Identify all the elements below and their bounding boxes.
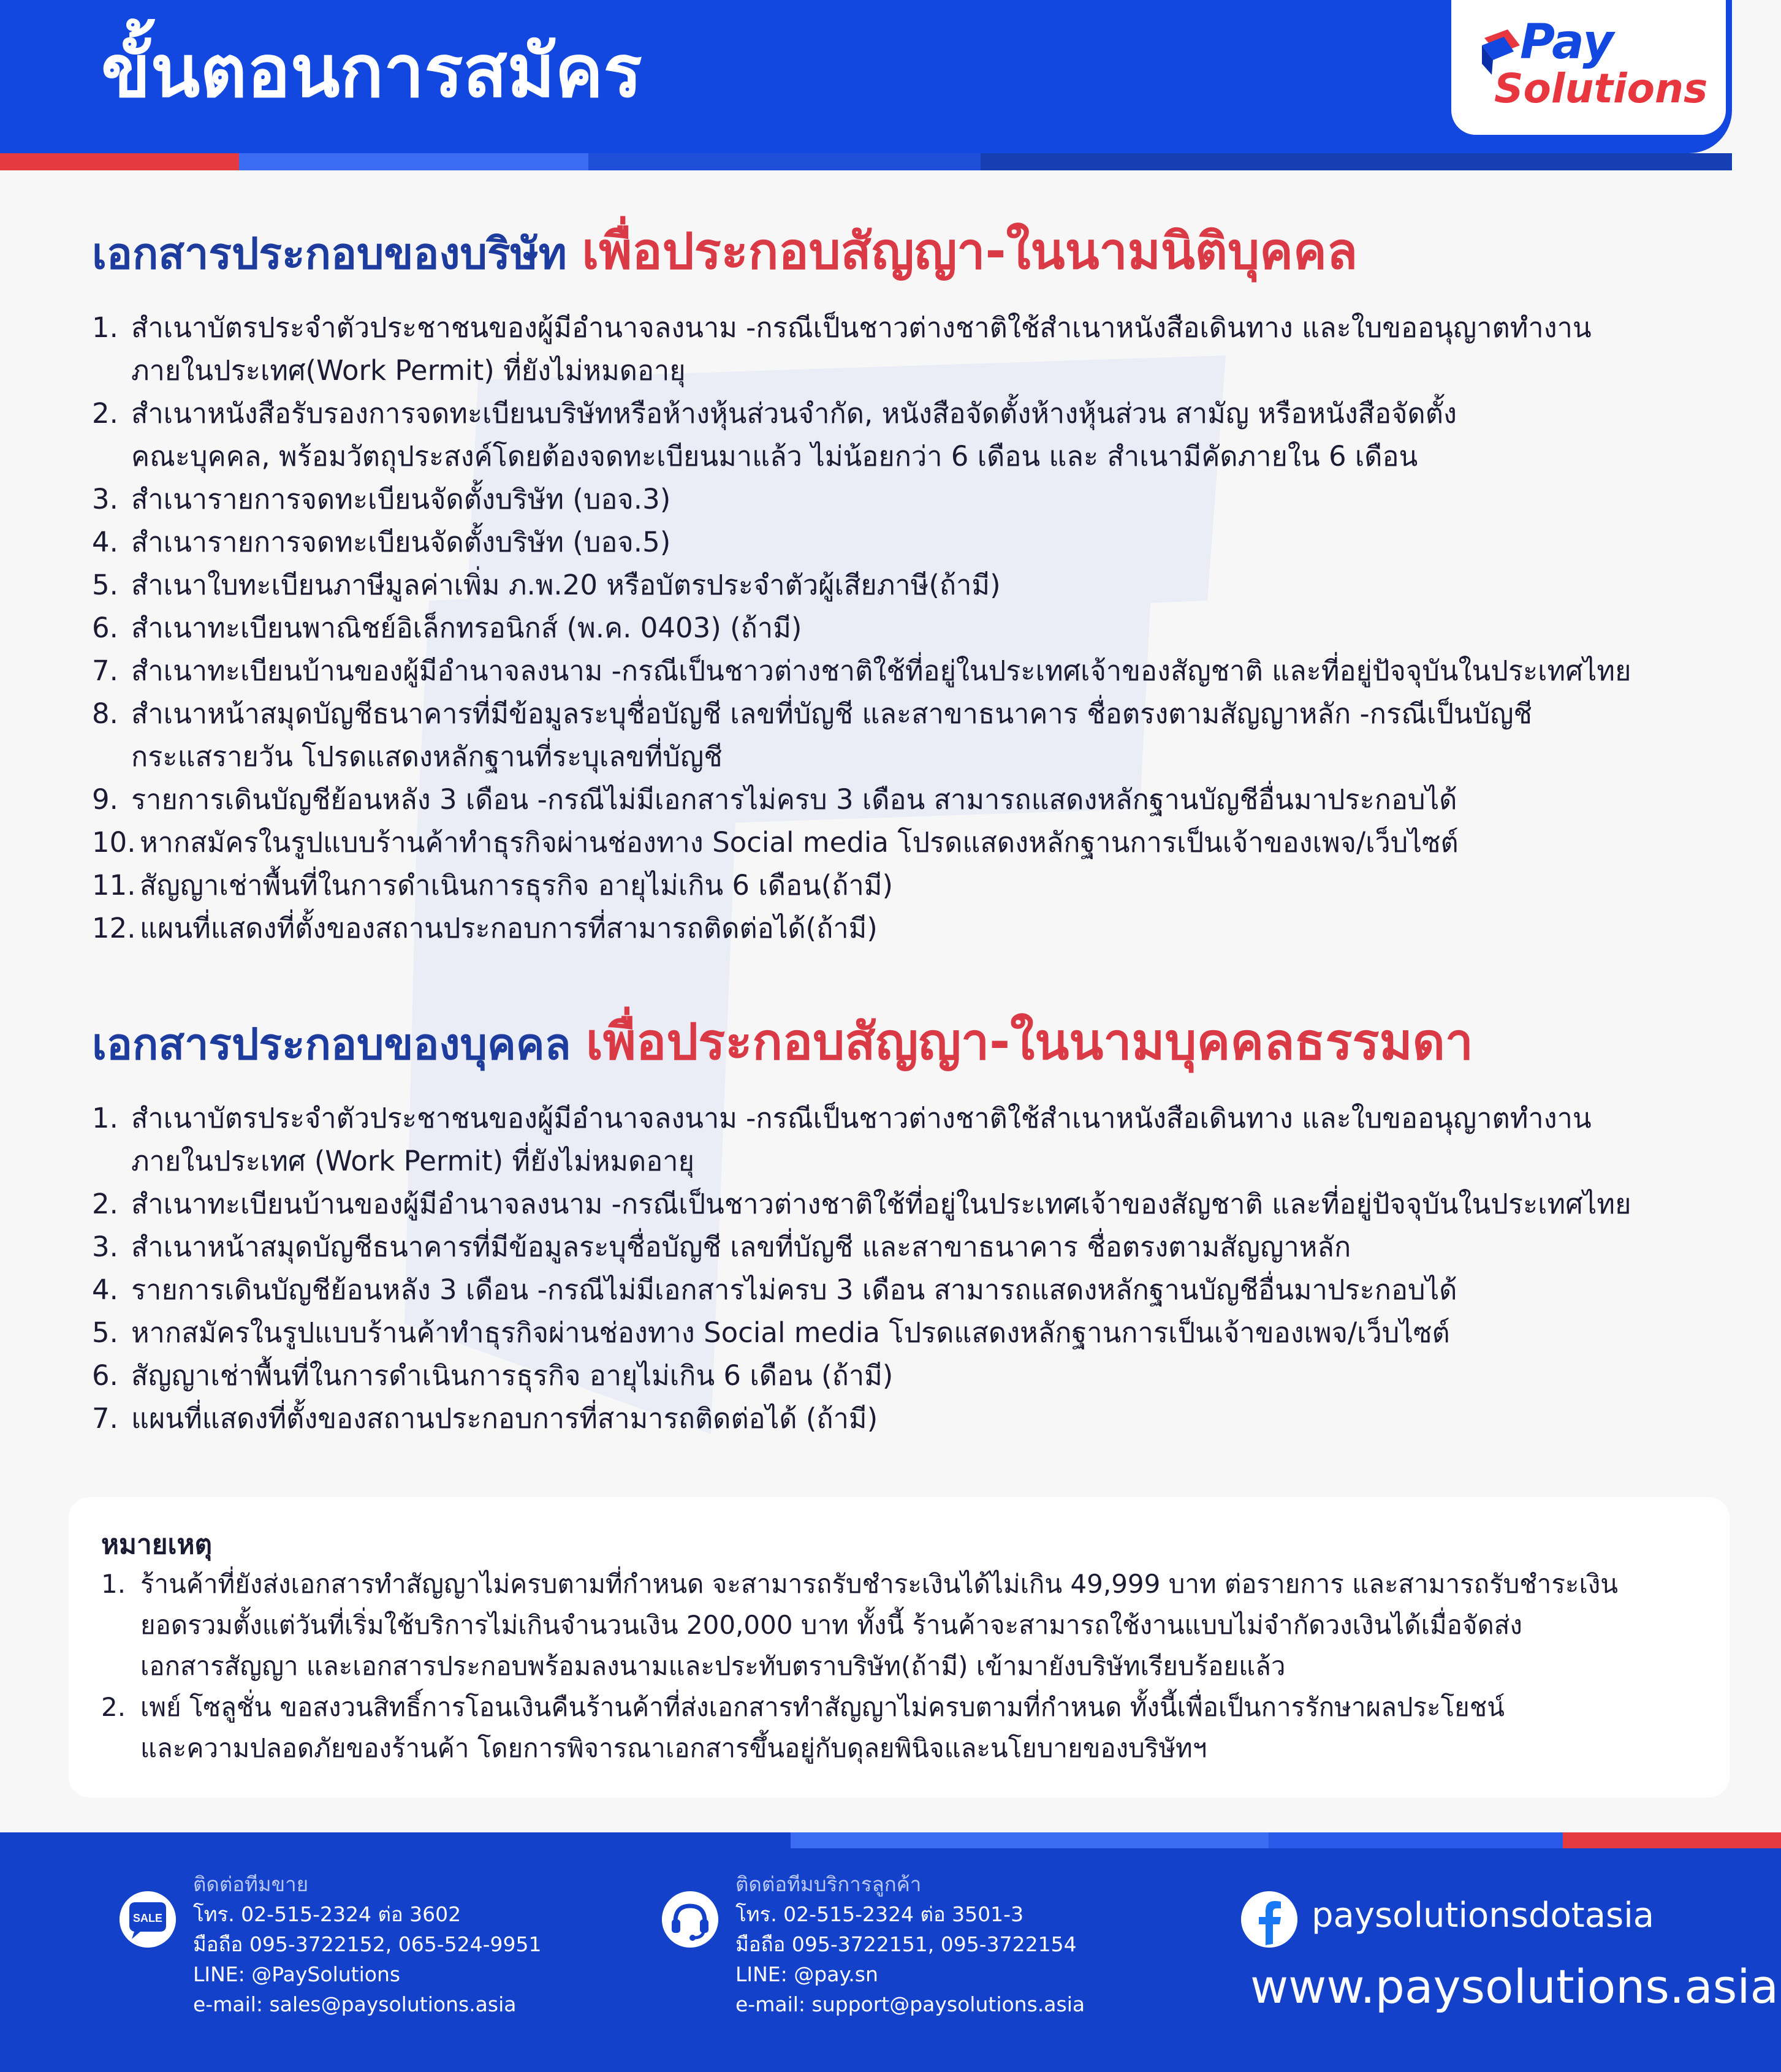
sales-phone[interactable]: โทร. 02-515-2324 ต่อ 3602 bbox=[193, 1902, 461, 1926]
page-title: ขั้นตอนการสมัคร bbox=[101, 29, 642, 113]
individual-title-accent: เพื่อประกอบสัญญา-ในนามบุคคลธรรมดา bbox=[585, 1013, 1473, 1071]
support-line[interactable]: LINE: @pay.sn bbox=[735, 1962, 878, 1986]
facebook-icon[interactable] bbox=[1241, 1891, 1297, 1948]
footer-stripe-light-blue bbox=[791, 1832, 1269, 1848]
header-stripe-dark-blue bbox=[981, 153, 1732, 170]
sales-line[interactable]: LINE: @PaySolutions bbox=[193, 1962, 401, 1986]
list-item: 5. สำเนาใบทะเบียนภาษีมูลค่าเพิ่ม ภ.พ.20 หรือบัตรประจำตัวผู้เสียภาษี(ถ้ามี) bbox=[92, 569, 1001, 601]
list-item: 8. สำเนาหน้าสมุดบัญชีธนาคารที่มีข้อมูลระบุชื่อบัญชี เลขที่บัญชี และสาขาธนาคาร ชื่อตรงตามสัญญาหลัก -กรณีเป็นบัญชี กระแสรายวัน โปรดแสดงหลักฐานที่ระบุเลขที่บัญชี bbox=[92, 697, 1533, 773]
sales-contact-title: ติดต่อทีมขาย bbox=[193, 1872, 309, 1896]
svg-text:SALE: SALE bbox=[132, 1912, 163, 1924]
list-item: 1. สำเนาบัตรประจำตัวประชาชนของผู้มีอำนาจลงนาม -กรณีเป็นชาวต่างชาติใช้สำเนาหนังสือเดินทาง และใบขออนุญาตทำงาน ภายในประเทศ(Work Permit) ที่ยังไม่หมดอายุ bbox=[92, 311, 1592, 387]
individual-title-lead: เอกสารประกอบของบุคคล bbox=[92, 1019, 571, 1069]
sales-mobile[interactable]: มือถือ 095-3722152, 065-524-9951 bbox=[193, 1932, 542, 1956]
list-item: 10. หากสมัครในรูปแบบร้านค้าทำธุรกิจผ่านช่องทาง Social media โปรดแสดงหลักฐานการเป็นเจ้าของเพจ/เว็บไซต์ bbox=[92, 826, 1459, 859]
list-item: 12. แผนที่แสดงที่ตั้งของสถานประกอบการที่สามารถติดต่อได้(ถ้ามี) bbox=[92, 912, 878, 944]
logo-text-pay: Pay bbox=[1520, 15, 1614, 70]
header-stripe-blue bbox=[588, 153, 981, 170]
list-item: 7. แผนที่แสดงที่ตั้งของสถานประกอบการที่สามารถติดต่อได้ (ถ้ามี) bbox=[92, 1402, 878, 1435]
facebook-page-link[interactable]: paysolutionsdotasia bbox=[1312, 1896, 1655, 1935]
note-heading: หมายเหตุ bbox=[101, 1529, 213, 1560]
support-email[interactable]: e-mail: support@paysolutions.asia bbox=[735, 1992, 1085, 2016]
list-item: 11. สัญญาเช่าพื้นที่ในการดำเนินการธุรกิจ อายุไม่เกิน 6 เดือน(ถ้ามี) bbox=[92, 869, 894, 901]
support-mobile[interactable]: มือถือ 095-3722151, 095-3722154 bbox=[735, 1932, 1077, 1956]
sales-contact bbox=[193, 1869, 541, 2019]
list-item: 6. สำเนาทะเบียนพาณิชย์อิเล็กทรอนิกส์ (พ.ค. 0403) (ถ้ามี) bbox=[92, 612, 802, 644]
note-item: 1. ร้านค้าที่ยังส่งเอกสารทำสัญญาไม่ครบตามที่กำหนด จะสามารถรับชำระเงินได้ไม่เกิน 49,999 บาท ต่อรายการ และสามารถรับชำระเงิน ยอดรวมตั้งแต่วันที่เริ่มใช้บริการไม่เกินจำนวนเงิน 200,000 บาท ทั้งนี้ ร้านค้าจะสามารถใช้งานแบบไม่จำกัดวงเงินได้เมื่อจัดส่ง เอกสารสัญญา และเอกสารประกอบพร้อมลงนามและประทับตราบริษัท(ถ้ามี) เข้ามายังบริษัทเรียบร้อยแล้ว bbox=[101, 1569, 1619, 1681]
list-item: 2. สำเนาทะเบียนบ้านของผู้มีอำนาจลงนาม -กรณีเป็นชาวต่างชาติใช้ที่อยู่ในประเทศเจ้าของสัญชาติ และที่อยู่ปัจจุบันในประเทศไทย bbox=[92, 1188, 1631, 1220]
list-item: 4. สำเนารายการจดทะเบียนจัดตั้งบริษัท (บอจ.5) bbox=[92, 526, 671, 558]
header-bar bbox=[0, 0, 1732, 153]
support-phone[interactable]: โทร. 02-515-2324 ต่อ 3501-3 bbox=[735, 1902, 1024, 1926]
footer-stripe-red bbox=[1563, 1832, 1781, 1848]
support-contact bbox=[735, 1869, 1085, 2019]
list-item: 3. สำเนารายการจดทะเบียนจัดตั้งบริษัท (บอจ.3) bbox=[92, 483, 671, 515]
note-list bbox=[101, 1563, 1618, 1769]
footer-stripe-blue bbox=[1269, 1832, 1563, 1848]
individual-section-title bbox=[92, 1011, 1473, 1074]
pay-solutions-logo bbox=[1451, 0, 1726, 135]
list-item: 3. สำเนาหน้าสมุดบัญชีธนาคารที่มีข้อมูลระบุชื่อบัญชี เลขที่บัญชี และสาขาธนาคาร ชื่อตรงตามสัญญาหลัก bbox=[92, 1231, 1351, 1263]
corporate-section-title bbox=[92, 221, 1358, 284]
corporate-document-list bbox=[92, 306, 1631, 950]
list-item: 2. สำเนาหนังสือรับรองการจดทะเบียนบริษัทหรือห้างหุ้นส่วนจำกัด, หนังสือจัดตั้งห้างหุ้นส่วน สามัญ หรือหนังสือจัดตั้ง คณะบุคคล, พร้อมวัตถุประสงค์โดยต้องจดทะเบียนมาแล้ว ไม่น้อยกว่า 6 เดือน และ สำเนามีคัดภายใน 6 เดือน bbox=[92, 397, 1457, 472]
sales-email[interactable]: e-mail: sales@paysolutions.asia bbox=[193, 1992, 517, 2016]
corporate-title-lead: เอกสารประกอบของบริษัท bbox=[92, 229, 567, 279]
logo-text-solutions: Solutions bbox=[1494, 65, 1708, 112]
list-item: 5. หากสมัครในรูปแบบร้านค้าทำธุรกิจผ่านช่องทาง Social media โปรดแสดงหลักฐานการเป็นเจ้าของเพจ/เว็บไซต์ bbox=[92, 1316, 1450, 1349]
individual-document-list bbox=[92, 1097, 1631, 1440]
header-stripe-red bbox=[0, 153, 239, 170]
corporate-title-accent: เพื่อประกอบสัญญา-ในนามนิติบุคคล bbox=[582, 222, 1358, 281]
list-item: 4. รายการเดินบัญชีย้อนหลัง 3 เดือน -กรณีไม่มีเอกสารไม่ครบ 3 เดือน สามารถแสดงหลักฐานบัญชีอื่นมาประกอบได้ bbox=[92, 1273, 1457, 1306]
support-contact-title: ติดต่อทีมบริการลูกค้า bbox=[735, 1872, 922, 1896]
sale-chat-icon bbox=[120, 1891, 176, 1948]
website-link[interactable]: www.paysolutions.asia bbox=[1250, 1959, 1779, 2014]
list-item: 6. สัญญาเช่าพื้นที่ในการดำเนินการธุรกิจ อายุไม่เกิน 6 เดือน (ถ้ามี) bbox=[92, 1359, 894, 1392]
note-box bbox=[69, 1497, 1730, 1797]
list-item: 9. รายการเดินบัญชีย้อนหลัง 3 เดือน -กรณีไม่มีเอกสารไม่ครบ 3 เดือน สามารถแสดงหลักฐานบัญชีอื่นมาประกอบได้ bbox=[92, 783, 1457, 816]
header-stripe-light-blue bbox=[239, 153, 588, 170]
note-item: 2. เพย์ โซลูชั่น ขอสงวนสิทธิ์การโอนเงินคืนร้านค้าที่ส่งเอกสารทำสัญญาไม่ครบตามที่กำหนด ทั้งนี้เพื่อเป็นการรักษาผลประโยชน์ และความปลอดภัยของร้านค้า โดยการพิจารณาเอกสารขึ้นอยู่กับดุลยพินิจและนโยบายของบริษัทฯ bbox=[101, 1692, 1505, 1763]
list-item: 7. สำเนาทะเบียนบ้านของผู้มีอำนาจลงนาม -กรณีเป็นชาวต่างชาติใช้ที่อยู่ในประเทศเจ้าของสัญชาติ และที่อยู่ปัจจุบันในประเทศไทย bbox=[92, 655, 1631, 687]
list-item: 1. สำเนาบัตรประจำตัวประชาชนของผู้มีอำนาจลงนาม -กรณีเป็นชาวต่างชาติใช้สำเนาหนังสือเดินทาง และใบขออนุญาตทำงาน ภายในประเทศ (Work Permit) ที่ยังไม่หมดอายุ bbox=[92, 1102, 1592, 1177]
headset-icon bbox=[662, 1891, 718, 1948]
